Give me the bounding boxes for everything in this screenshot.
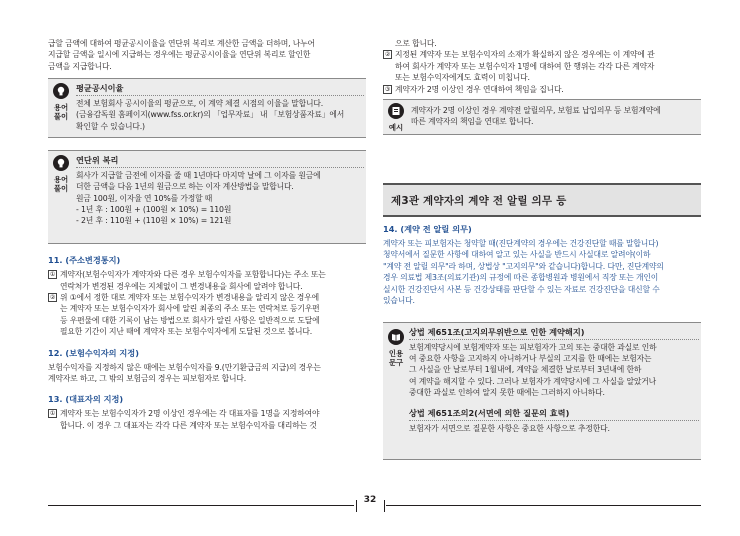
footer-tick [356, 500, 357, 512]
text-line: 연락처가 변경된 경우에는 지체없이 그 변경내용을 회사에 알려야 합니다. [60, 281, 303, 291]
term-text-line: 더한 금액을 다음 1년의 원금으로 하는 이자 계산방법을 말합니다. [76, 182, 294, 192]
item-number: ③ [384, 85, 391, 93]
section-heading: 14. (계약 전 알릴 의무) [383, 224, 472, 234]
item-number: ① [49, 410, 56, 418]
text-line: 금액을 지급합니다. [48, 61, 112, 71]
term-title: 연단위 복리 [76, 155, 119, 166]
quote-text-line: 중대한 과실로 인하여 알지 못한 때에는 그러하지 아니하다. [409, 387, 605, 397]
left-column [48, 38, 366, 431]
term-box-compound-interest [48, 150, 366, 244]
item-number: ② [384, 51, 391, 59]
quote-text-line: 보험자가 서면으로 질문한 사항은 중요한 사항으로 추정한다. [409, 424, 610, 434]
text-line: 하여 회사가 계약자 또는 보험수익자 1명에 대하여 한 행위는 각각 다른 계약자 [395, 61, 655, 71]
example-badge [385, 103, 407, 132]
term-text-line: - 1년 후 : 100원 + (100원 × 10%) = 110원 [76, 204, 232, 214]
footer-rule-right [386, 505, 701, 506]
badge-label: 풀이 [53, 112, 69, 122]
lightbulb-icon [53, 83, 69, 99]
example-text-line: 계약자가 2명 이상인 경우 계약전 알릴의무, 보험료 납입의무 등 보험계약에 [411, 106, 661, 116]
section-11 [48, 254, 366, 337]
text-line: 급할 금액에 대하여 평균공시이율을 연단위 복리로 계산한 금액을 더하며, 나누어 [48, 39, 315, 48]
text-line: 위 ①에서 정한 대로 계약자 또는 보험수익자가 변경내용을 알리지 않은 경우에 [60, 293, 319, 303]
example-text-line: 따른 계약자의 책임을 연대로 합니다. [411, 117, 534, 127]
text-line: 합니다. 이 경우 그 대표자는 각각 다른 계약자 또는 보험수익자를 대리하는 것 [60, 420, 317, 430]
term-box-average-rate [48, 78, 366, 138]
item-number: ② [49, 294, 56, 302]
right-column [383, 38, 701, 135]
badge-label: 문구 [388, 358, 404, 367]
lightbulb-icon [53, 155, 69, 171]
term-badge [50, 155, 72, 193]
badge-label: 풀이 [53, 184, 69, 194]
text-line: 경우 의료법 제3조(의료기관)의 규정에 따른 종합병원과 병원에서 직장 또는 개인이 [383, 273, 659, 283]
term-text-line: 전체 보험회사 공시이율의 평균으로, 이 계약 체결 시점의 이율을 말합니다. [76, 99, 324, 109]
term-text-line: - 2년 후 : 110원 + (110원 × 10%) = 121원 [76, 216, 232, 226]
text-line: 으로 합니다. [395, 39, 437, 48]
section-heading: 12. (보험수익자의 지정) [48, 347, 139, 358]
section-12 [48, 347, 366, 385]
section-heading: 13. (대표자의 지정) [48, 394, 124, 405]
page-number: 32 [363, 495, 377, 505]
text-line: 보험수익자를 지정하지 않은 때에는 보험수익자를 9.(만기환급금의 지급)의 경우는 [48, 362, 321, 372]
book-icon [388, 329, 404, 345]
badge-label: 용어 [53, 103, 69, 113]
badge-label: 용어 [53, 175, 69, 185]
term-title: 평균공시이율 [76, 83, 124, 94]
text-line: 지급할 금액을 일시에 지급하는 경우에는 평균공시이율을 연단위 복리로 할인한 [48, 50, 311, 60]
item-number: ① [49, 271, 56, 279]
chapter-title: 제3관 계약자의 계약 전 알릴 의무 등 [391, 195, 567, 207]
term-text-line: 원금 100원, 이자율 연 10%를 가정할 때 [76, 193, 213, 203]
text-line: 계약자 또는 보험수익자가 2명 이상인 경우에는 각 대표자를 1명을 지정하여야 [60, 409, 320, 419]
text-line: 등 우편물에 대한 기록이 남는 방법으로 회사가 알린 사항은 일반적으로 도달에 [60, 315, 320, 325]
text-line: 계약자 또는 피보험자는 청약할 때(진단계약의 경우에는 건강진단할 때를 말합니다) [383, 239, 659, 248]
term-text-line: (금융감독원 홈페이지(www.fss.or.kr)의 「업무자료」 내 「보험상품자료」에서 [76, 110, 345, 120]
chapter-header [383, 183, 701, 217]
badge-label: 인용 [388, 349, 404, 358]
text-line: 계약자로 하고, 그 밖의 보험금의 경우는 피보험자로 합니다. [48, 374, 247, 384]
section-13 [48, 393, 366, 431]
document-icon [388, 103, 404, 119]
divider [409, 339, 699, 340]
quote-text-line: 그 사실을 안 날로부터 1월내에, 계약을 체결한 날로부터 3년내에 한하 [409, 365, 642, 375]
term-text-line: 회사가 지급할 금전에 이자를 줄 때 1년마다 마지막 날에 그 이자를 원금에 [76, 171, 321, 181]
divider [76, 95, 364, 96]
quote-title: 상법 제651조의2(서면에 의한 질문의 효력) [409, 408, 570, 419]
text-line: 또는 보험수익자에게도 효력이 미칩니다. [395, 73, 530, 83]
text-line: 청약서에서 질문한 사항에 대하여 알고 있는 사실을 반드시 사실대로 알려야(이하 [383, 250, 651, 260]
quote-badge [385, 329, 407, 367]
quote-box [383, 322, 701, 460]
text-line: 지정된 계약자 또는 보험수익자의 소재가 확실하지 않은 경우에는 이 계약에 관 [395, 50, 655, 60]
divider [76, 167, 364, 168]
quote-text-line: 보험계약당시에 보험계약자 또는 피보험자가 고의 또는 중대한 과실로 인하 [409, 343, 657, 352]
section-heading: 11. (주소변경통지) [48, 255, 121, 266]
text-line: "계약 전 알릴 의무"라 하며, 상법상 "고지의무"와 같습니다)합니다. 다만, 진단계약의 [383, 261, 664, 271]
intro-paragraph [48, 38, 366, 72]
badge-label: 예시 [388, 123, 404, 133]
text-line: 계약자(보험수익자가 계약자와 다른 경우 보험수익자를 포함합니다)는 주소 또는 [60, 270, 326, 280]
footer-rule-left [48, 505, 354, 506]
text-line: 는 계약자 또는 보험수익자가 회사에 알린 최종의 주소 또는 연락처로 등기우편 [60, 304, 320, 314]
quote-title: 상법 제651조(고지의무위반으로 인한 계약해지) [409, 327, 585, 337]
term-badge [50, 83, 72, 121]
text-line: 계약자가 2명 이상인 경우 연대하여 책임을 집니다. [395, 84, 564, 94]
quote-text-line: 여 계약을 해지할 수 있다. 그러나 보험자가 계약당시에 그 사실을 알았거나 [409, 376, 657, 386]
example-box [383, 99, 701, 135]
divider [409, 420, 699, 421]
footer-tick [384, 500, 385, 512]
text-line: 있습니다. [383, 296, 415, 306]
section-14 [383, 223, 701, 306]
text-line: 실시한 건강진단서 사본 등 건강상태를 판단할 수 있는 자료로 건강진단을 대신할 수 [383, 284, 660, 294]
term-text-line: 확인할 수 있습니다.) [76, 121, 145, 131]
quote-text-line: 여 중요한 사항을 고지하지 아니하거나 부실의 고지를 한 때에는 보험자는 [409, 354, 652, 364]
text-line: 필요한 기간이 지난 때에 계약자 또는 보험수익자에게 도달된 것으로 봅니다. [60, 327, 313, 337]
